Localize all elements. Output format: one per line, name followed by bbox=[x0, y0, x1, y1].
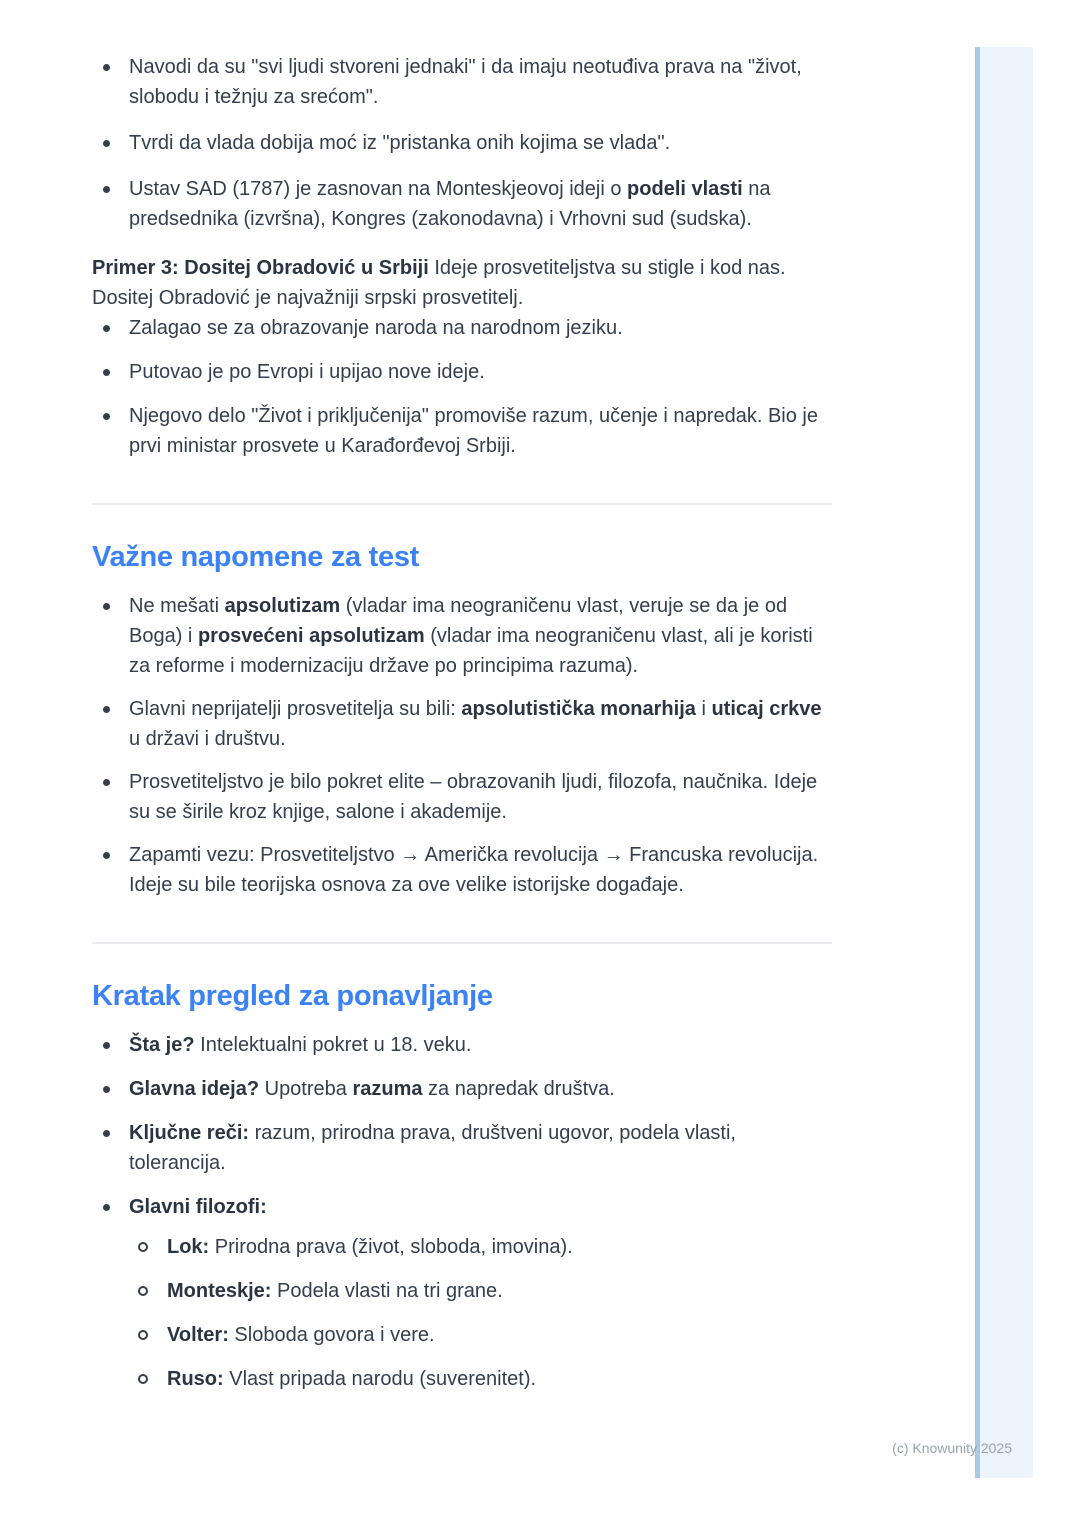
sub-list-item-text bbox=[167, 1320, 837, 1350]
text-segment: za napredak društva. bbox=[422, 1078, 615, 1100]
copyright-footer: (c) Knowunity 2025 bbox=[892, 1440, 1012, 1456]
list-item-text bbox=[129, 357, 837, 387]
list-item-text bbox=[129, 128, 837, 158]
sub-list-item-text bbox=[167, 1232, 837, 1262]
list-item-text bbox=[129, 694, 837, 754]
sub-list-item-text bbox=[167, 1276, 837, 1306]
text-segment: prosvećeni apsolutizam bbox=[197, 625, 425, 647]
text-segment: Glavni neprijatelji prosvetitelja su bili: bbox=[129, 698, 462, 720]
list-item-text bbox=[129, 767, 837, 827]
list-item-text bbox=[129, 401, 837, 461]
text-segment: Ključne reči: bbox=[129, 1122, 250, 1144]
bullet-icon bbox=[103, 413, 110, 420]
text-segment: Ustav SAD (1787) je zasnovan na Monteskjeovoj ideji o bbox=[129, 178, 628, 200]
text-segment: Njegovo delo "Život i priključenija" promoviše razum, učenje i napredak. Bio je prvi ministar prosvete u Karađorđevoj Srbiji. bbox=[129, 405, 818, 457]
circle-bullet-icon bbox=[138, 1374, 148, 1384]
list-item bbox=[92, 1030, 837, 1060]
bullet-icon bbox=[103, 779, 110, 786]
section-heading-review: Kratak pregled za ponavljanje bbox=[92, 980, 493, 1012]
list-item bbox=[92, 52, 837, 112]
text-segment: apsolutizam bbox=[224, 595, 341, 617]
bullet-icon bbox=[103, 1204, 110, 1211]
text-segment: apsolutistička monarhija bbox=[461, 698, 696, 720]
bullet-icon bbox=[103, 325, 110, 332]
text-segment: podeli vlasti bbox=[627, 178, 743, 200]
text-segment: Tvrdi da vlada dobija moć iz "pristanka onih kojima se vlada". bbox=[129, 132, 671, 154]
bullet-icon bbox=[103, 706, 110, 713]
philosophers-sub-list bbox=[92, 1232, 837, 1394]
list-item bbox=[92, 401, 837, 461]
list-item-text bbox=[129, 174, 837, 234]
bullet-icon bbox=[103, 852, 110, 859]
list-item bbox=[92, 1118, 837, 1178]
sub-list-item bbox=[128, 1276, 837, 1306]
section-divider bbox=[92, 942, 832, 944]
text-segment: Monteskje: bbox=[167, 1280, 272, 1302]
list-item bbox=[92, 313, 837, 343]
bullet-icon bbox=[103, 369, 110, 376]
text-segment: Volter: bbox=[167, 1324, 229, 1346]
declaration-bullet-list bbox=[92, 52, 837, 234]
text-segment: na predsednika (izvršna), Kongres (zakonodavna) i Vrhovni sud (sudska). bbox=[129, 178, 771, 230]
text-segment: Ne mešati bbox=[129, 595, 225, 617]
text-segment: (vladar ima neograničenu vlast, veruje se da je od Boga) i bbox=[129, 595, 788, 647]
note-content bbox=[92, 52, 837, 1408]
circle-bullet-icon bbox=[138, 1330, 148, 1340]
list-item-text bbox=[129, 840, 837, 900]
text-segment: Intelektualni pokret u 18. veku. bbox=[194, 1034, 472, 1056]
list-item-text bbox=[129, 591, 837, 681]
bullet-icon bbox=[103, 1042, 110, 1049]
text-segment: Prosvetiteljstvo je bilo pokret elite – obrazovanih ljudi, filozofa, naučnika. Ideje su se širile kroz knjige, salone i akademije. bbox=[129, 771, 818, 823]
text-segment: i bbox=[695, 698, 712, 720]
text-segment: razuma bbox=[352, 1078, 423, 1100]
text-segment: Zapamti vezu: Prosvetiteljstvo → Američka revolucija → Francuska revolucija. Ideje su bile teorijska osnova za ove velike istorijske događaje. bbox=[129, 844, 819, 896]
bullet-icon bbox=[103, 64, 110, 71]
list-item bbox=[92, 591, 837, 681]
list-item-row bbox=[92, 1192, 837, 1222]
bullet-icon bbox=[103, 603, 110, 610]
sub-list-item bbox=[128, 1364, 837, 1394]
text-segment: Navodi da su "svi ljudi stvoreni jednaki" i da imaju neotuđiva prava na "život, slobodu i težnju za srećom". bbox=[129, 56, 802, 108]
text-segment: Sloboda govora i vere. bbox=[228, 1324, 435, 1346]
text-segment: Lok: bbox=[167, 1236, 210, 1258]
list-item bbox=[92, 840, 837, 900]
section-heading-notes: Važne napomene za test bbox=[92, 541, 420, 573]
text-segment: Ideje prosvetiteljstva su stigle i kod nas. Dositej Obradović je najvažniji srpski prosvetitelj. bbox=[92, 257, 786, 309]
text-segment: Zalagao se za obrazovanje naroda na narodnom jeziku. bbox=[129, 317, 623, 339]
list-item bbox=[92, 357, 837, 387]
text-segment: Vlast pripada narodu (suverenitet). bbox=[223, 1368, 537, 1390]
bullet-icon bbox=[103, 186, 110, 193]
list-item-text bbox=[129, 313, 837, 343]
text-segment: razum, prirodna prava, društveni ugovor, podela vlasti, tolerancija. bbox=[129, 1122, 736, 1174]
sub-list-item bbox=[128, 1232, 837, 1262]
circle-bullet-icon bbox=[138, 1286, 148, 1296]
page-edge-band bbox=[975, 47, 1033, 1478]
text-segment: Primer 3: Dositej Obradović u Srbiji bbox=[92, 257, 429, 279]
list-item-text bbox=[129, 1030, 837, 1060]
text-segment: (vladar ima neograničenu vlast, ali je koristi za reforme i modernizaciju države po principima razuma). bbox=[129, 625, 813, 677]
bullet-icon bbox=[103, 1086, 110, 1093]
text-segment: Ruso: bbox=[167, 1368, 224, 1390]
bullet-icon bbox=[103, 1130, 110, 1137]
list-item bbox=[92, 128, 837, 158]
text-segment: Podela vlasti na tri grane. bbox=[271, 1280, 503, 1302]
circle-bullet-icon bbox=[138, 1242, 148, 1252]
notes-bullet-list bbox=[92, 591, 837, 900]
text-segment: Glavni filozofi: bbox=[129, 1196, 267, 1218]
sub-list-item bbox=[128, 1320, 837, 1350]
text-segment: u državi i društvu. bbox=[129, 728, 286, 750]
text-segment: Prirodna prava (život, sloboda, imovina). bbox=[209, 1236, 573, 1258]
list-item-text bbox=[129, 52, 837, 112]
text-segment: Šta je? bbox=[129, 1034, 195, 1056]
bullet-icon bbox=[103, 140, 110, 147]
text-segment: Putovao je po Evropi i upijao nove ideje. bbox=[129, 361, 485, 383]
list-item-text bbox=[129, 1118, 837, 1178]
list-item bbox=[92, 694, 837, 754]
sub-list-item-text bbox=[167, 1364, 837, 1394]
list-item bbox=[92, 174, 837, 234]
primer3-paragraph bbox=[92, 253, 837, 313]
list-item-text bbox=[129, 1074, 837, 1104]
review-bullet-list bbox=[92, 1030, 837, 1394]
dositej-bullet-list bbox=[92, 313, 837, 461]
text-segment: Upotreba bbox=[259, 1078, 353, 1100]
section-divider bbox=[92, 503, 832, 505]
list-item bbox=[92, 1192, 837, 1394]
list-item bbox=[92, 1074, 837, 1104]
list-item-text bbox=[129, 1192, 837, 1222]
text-segment: Glavna ideja? bbox=[129, 1078, 260, 1100]
text-segment: uticaj crkve bbox=[711, 698, 822, 720]
list-item bbox=[92, 767, 837, 827]
